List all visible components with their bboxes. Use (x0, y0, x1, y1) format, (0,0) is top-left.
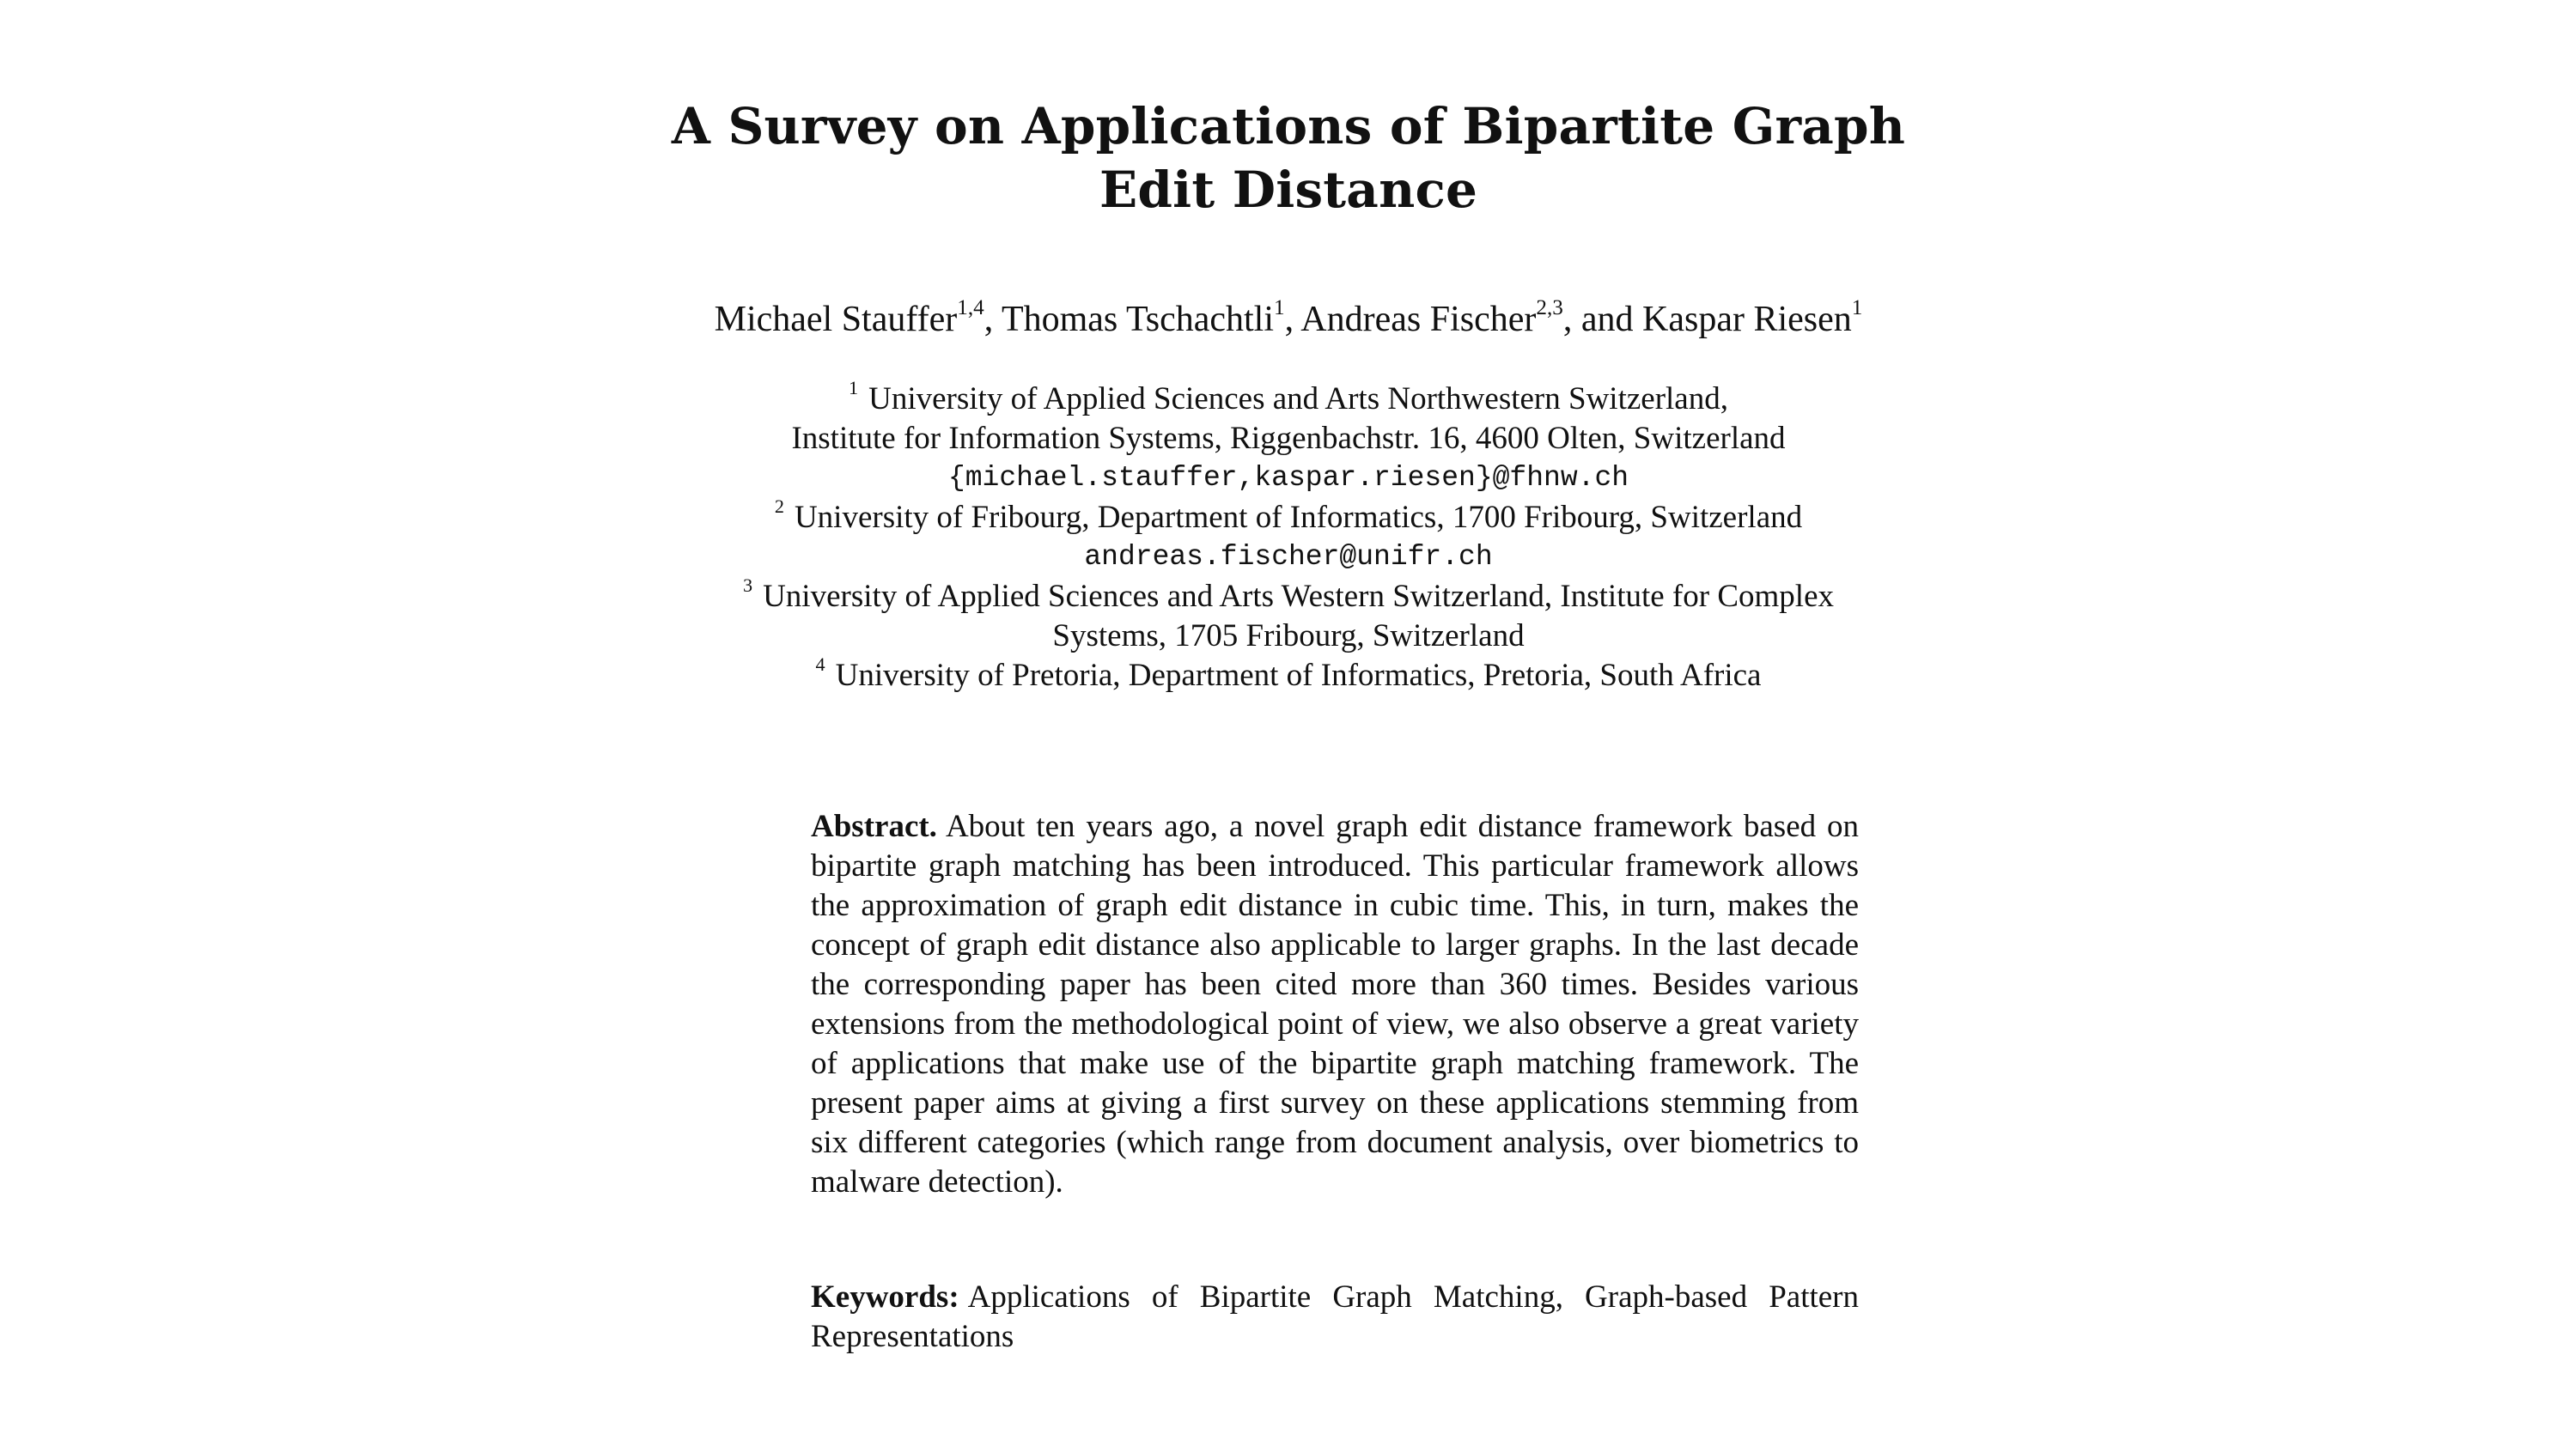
affiliation-number: 1 (849, 377, 859, 399)
author-affiliation-marker: 1 (1274, 296, 1285, 320)
author-name: Michael Stauffer (714, 300, 958, 339)
keywords-label: Keywords: (811, 1279, 959, 1315)
author-name: Andreas Fischer (1300, 300, 1537, 339)
affiliation-1-line-1 (670, 377, 1907, 419)
affiliation-list (670, 377, 1907, 696)
affiliation-number: 4 (815, 653, 825, 676)
paper-title-line-2: Edit Distance (1099, 161, 1478, 219)
affiliation-4-line-1 (670, 653, 1907, 696)
affiliation-number: 3 (742, 574, 753, 597)
author-affiliation-marker: 1,4 (957, 296, 984, 320)
author-name: Thomas Tschachtli (1001, 300, 1275, 339)
paper-title-line-1: A Survey on Applications of Bipartite Graph (671, 97, 1906, 155)
keywords-text: Applications of Bipartite Graph Matching, Graph-based Pattern Representations (811, 1279, 1859, 1354)
abstract-label: Abstract. (811, 809, 937, 844)
affiliation-number: 2 (774, 495, 784, 518)
author-name: Kaspar Riesen (1642, 300, 1852, 339)
affiliation-1-line-2: Institute for Information Systems, Riggenbachstr. 16, 4600 Olten, Switzerland (791, 421, 1786, 456)
affiliation-2-line-1 (670, 495, 1907, 538)
abstract (811, 807, 1859, 1202)
affiliation-text: University of Applied Sciences and Arts Western Switzerland, Institute for Complex (763, 579, 1834, 614)
affiliation-text: University of Pretoria, Department of Informatics, Pretoria, South Africa (835, 658, 1762, 693)
affiliation-text: University of Applied Sciences and Arts Northwestern Switzerland, (868, 381, 1728, 416)
abstract-text: About ten years ago, a novel graph edit distance framework based on bipartite graph matching has been introduced. This particular framework allows the approximation of graph edit distance in cubic time. This, in turn, makes the concept of graph edit distance also applicable to larger graphs. In the last decade the corresponding paper has been cited more than 360 times. Besides various extensions from the methodological point of view, we also observe a great variety of applications that make use of the bipartite graph matching framework. The present paper aims at giving a first survey on these applications stemming from six different categories (which range from document analysis, over biometrics to malware detection). (811, 809, 1859, 1200)
author-affiliation-marker: 2,3 (1536, 296, 1563, 320)
author-affiliation-marker: 1 (1851, 296, 1863, 320)
affiliation-2-email: andreas.fischer@unifr.ch (1084, 541, 1493, 573)
affiliation-1-email: {michael.stauffer,kaspar.riesen}@fhnw.ch (947, 462, 1629, 494)
affiliation-3-line-2: Systems, 1705 Fribourg, Switzerland (1052, 618, 1525, 653)
affiliation-3-line-1 (670, 574, 1907, 617)
author-separator: , (1284, 300, 1301, 339)
paper-title (670, 94, 1907, 222)
author-list (670, 297, 1907, 342)
keywords (811, 1278, 1859, 1357)
author-separator: , (984, 300, 1002, 339)
author-separator: , and (1562, 300, 1643, 339)
affiliation-text: University of Fribourg, Department of Informatics, 1700 Fribourg, Switzerland (794, 500, 1803, 535)
